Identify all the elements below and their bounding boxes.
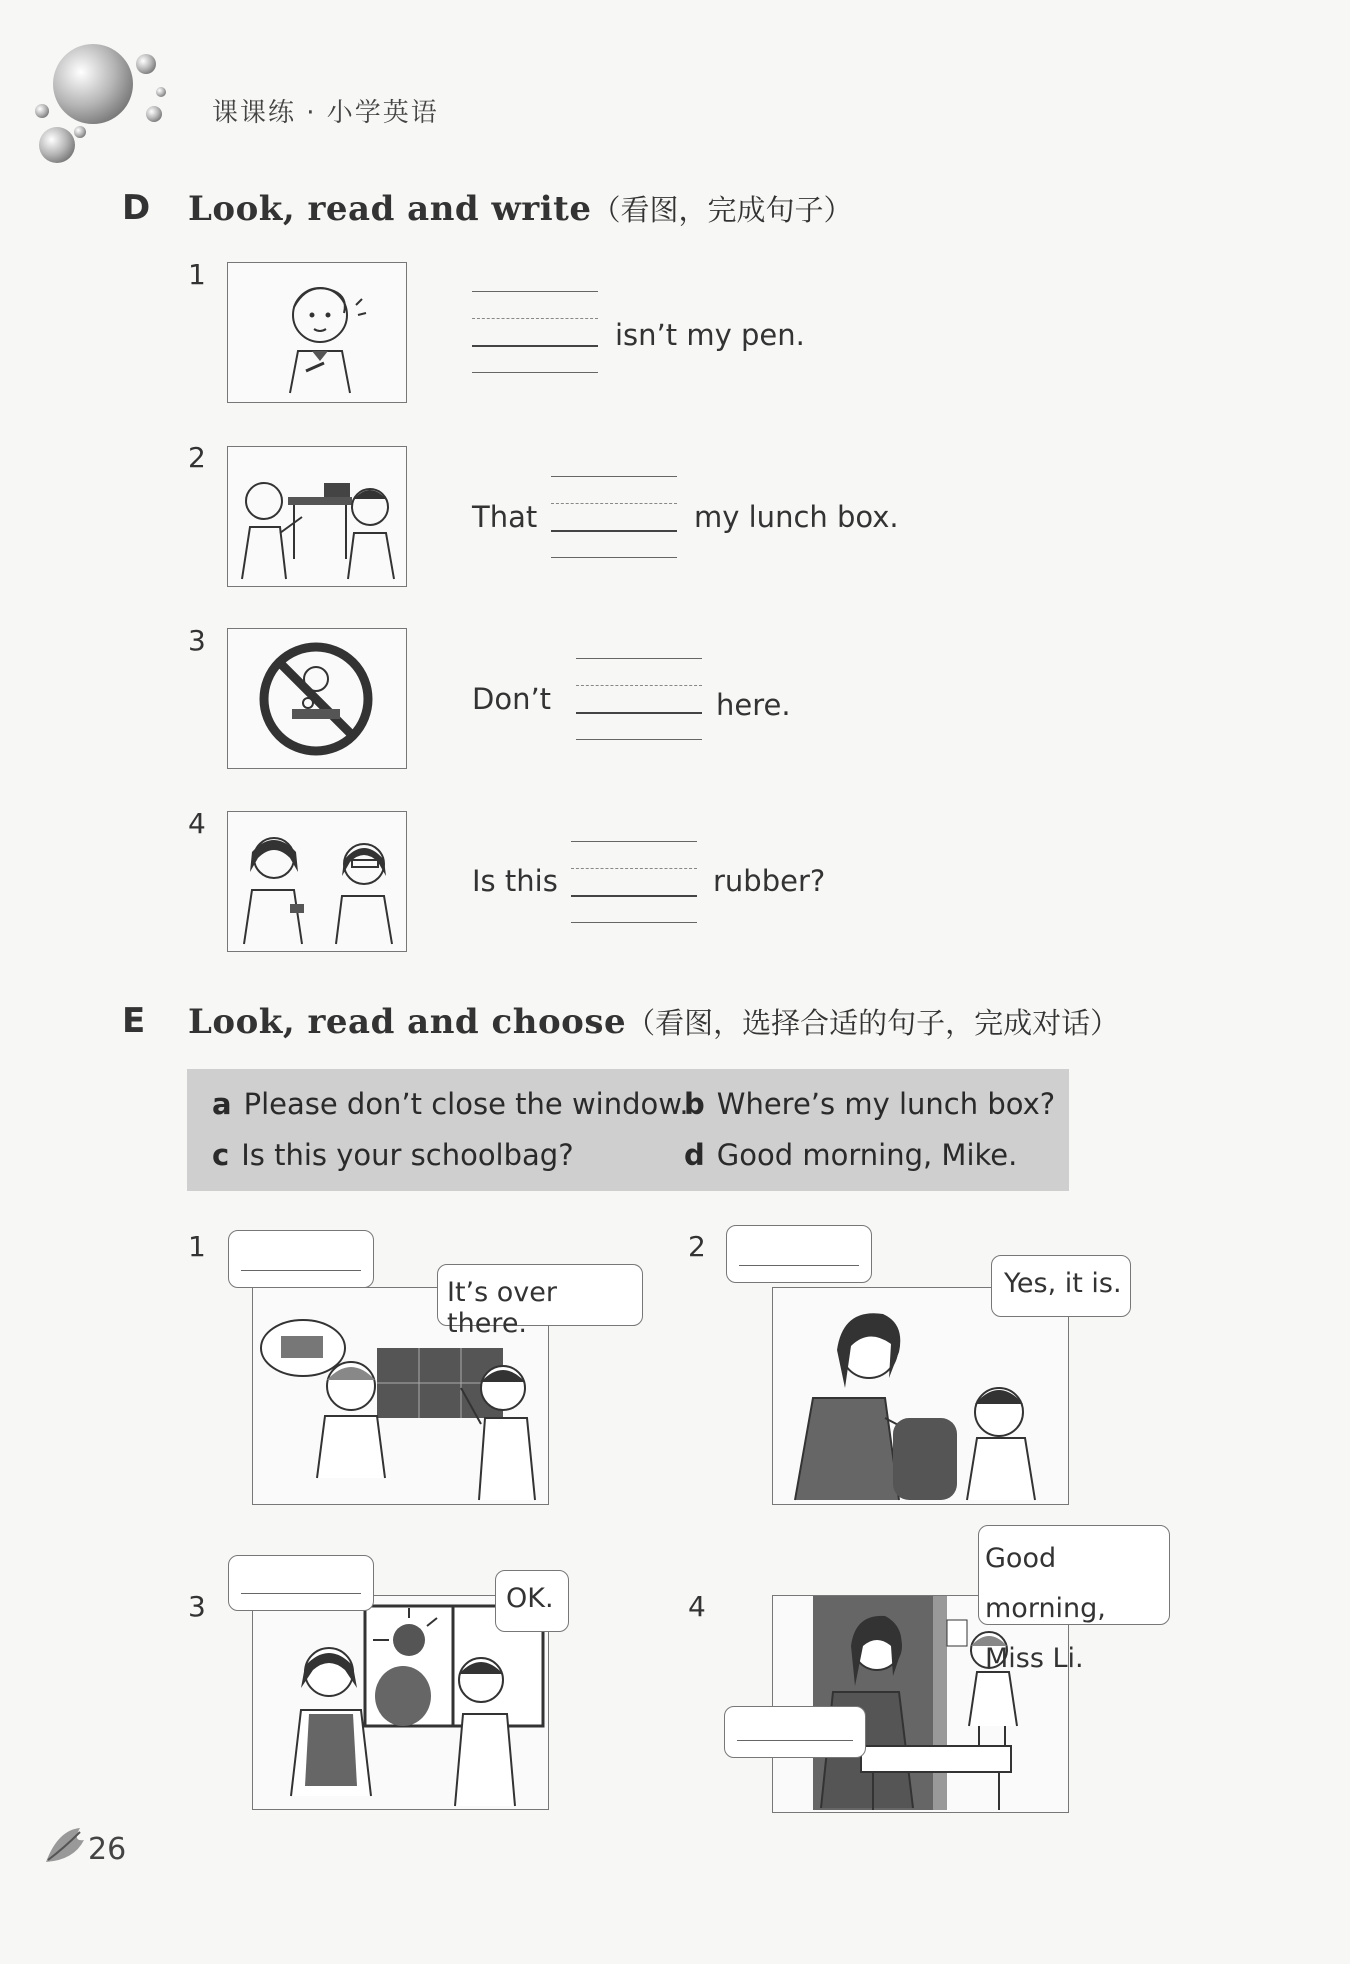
no-eating-sign-icon bbox=[228, 629, 405, 767]
e-scene-3-number: 3 bbox=[188, 1590, 206, 1623]
option-b-text: Where’s my lunch box? bbox=[716, 1087, 1056, 1121]
section-e-letter: E bbox=[122, 1001, 146, 1041]
e-scene-2-answer-bubble[interactable] bbox=[726, 1225, 872, 1283]
page-number: 26 bbox=[88, 1832, 127, 1867]
option-d bbox=[684, 1138, 1017, 1172]
option-a-key: a bbox=[212, 1087, 232, 1121]
d-item-1-number: 1 bbox=[188, 258, 206, 291]
e-scene-1-number: 1 bbox=[188, 1230, 206, 1263]
d-item-4-sentence-before: Is this bbox=[472, 864, 558, 898]
d-item-2-sentence-after: my lunch box. bbox=[694, 500, 899, 534]
choice-options-box bbox=[187, 1069, 1069, 1191]
option-b-key: b bbox=[684, 1087, 705, 1121]
d-item-3-sentence-after: here. bbox=[716, 688, 791, 722]
section-d-letter: D bbox=[122, 188, 151, 228]
e-scene-4-reply-bubble bbox=[978, 1525, 1170, 1674]
d-item-4-picture bbox=[227, 811, 407, 952]
d-item-1-sentence-after: isn’t my pen. bbox=[615, 318, 805, 352]
e-scene-1-reply-bubble bbox=[437, 1264, 643, 1339]
e-scene-2-number: 2 bbox=[688, 1230, 706, 1263]
d-item-2-picture bbox=[227, 446, 407, 587]
e-scene-2-picture bbox=[772, 1287, 1069, 1505]
e-scene-2-reply-bubble bbox=[991, 1255, 1131, 1317]
option-c bbox=[212, 1138, 574, 1172]
girl-showing-rubber-illustration bbox=[228, 812, 405, 950]
option-c-text: Is this your schoolbag? bbox=[241, 1138, 574, 1172]
leaf-decoration-icon bbox=[44, 1826, 88, 1866]
bubbles-logo-icon bbox=[30, 40, 170, 170]
d-item-3-sentence-before: Don’t bbox=[472, 682, 552, 716]
girl-pointing-lunch-box-illustration bbox=[228, 447, 405, 585]
e-scene-4-reply-line-1: Good morning, bbox=[985, 1543, 1106, 1624]
boy-with-pen-illustration bbox=[228, 263, 405, 401]
option-c-key: c bbox=[212, 1138, 230, 1172]
e-scene-4-answer-bubble[interactable] bbox=[724, 1706, 866, 1758]
teacher-schoolbag-scene-illustration bbox=[773, 1288, 1067, 1503]
d-item-2-number: 2 bbox=[188, 441, 206, 474]
option-a bbox=[212, 1087, 689, 1121]
d-item-1-picture bbox=[227, 262, 407, 403]
d-item-3-number: 3 bbox=[188, 624, 206, 657]
e-scene-2-reply-text: Yes, it is. bbox=[1004, 1268, 1122, 1299]
e-scene-1-answer-bubble[interactable] bbox=[228, 1230, 374, 1288]
e-scene-3-reply-bubble bbox=[495, 1570, 569, 1632]
e-scene-3-answer-bubble[interactable] bbox=[228, 1555, 374, 1611]
e-scene-1-reply-text: It’s over there. bbox=[447, 1277, 557, 1339]
book-title: 课课练 · 小学英语 bbox=[212, 98, 439, 128]
section-d-title: Look, read and write bbox=[188, 189, 592, 229]
option-d-key: d bbox=[684, 1138, 705, 1172]
section-d-subtitle: （看图，完成句子） bbox=[591, 193, 853, 227]
e-scene-3-reply-text: OK. bbox=[506, 1583, 554, 1614]
section-e-title: Look, read and choose bbox=[188, 1002, 627, 1042]
option-d-text: Good morning, Mike. bbox=[716, 1138, 1018, 1172]
e-scene-4-number: 4 bbox=[688, 1590, 706, 1623]
option-a-text: Please don’t close the window. bbox=[243, 1087, 689, 1121]
d-item-2-sentence-before: That bbox=[472, 500, 538, 534]
e-scene-4-reply-line-2: Miss Li. bbox=[985, 1643, 1084, 1674]
option-b bbox=[684, 1087, 1055, 1121]
section-d-heading bbox=[188, 188, 853, 229]
d-item-4-number: 4 bbox=[188, 807, 206, 840]
section-e-heading bbox=[188, 1001, 1119, 1042]
section-e-subtitle: （看图，选择合适的句子，完成对话） bbox=[626, 1006, 1120, 1040]
d-item-3-picture bbox=[227, 628, 407, 769]
d-item-4-sentence-after: rubber? bbox=[713, 864, 826, 898]
